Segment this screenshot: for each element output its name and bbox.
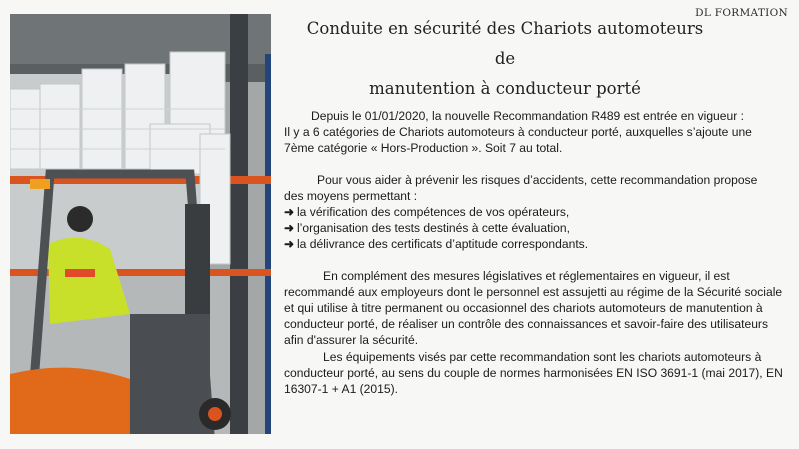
- arrow-right-icon: ➜: [284, 205, 295, 220]
- body-text: [284, 108, 784, 397]
- paragraph-4: [284, 349, 784, 398]
- page-title: [300, 14, 710, 104]
- paragraph-1-first-line: Depuis le 01/01/2020, la nouvelle Recommandation R489 est entrée en vigueur :: [311, 109, 744, 123]
- paragraph-2-first-line: Pour vous aider à prévenir les risques d’accidents, cette recommandation propose: [317, 172, 758, 187]
- paragraph-1-rest: Il y a 6 catégories de Chariots automoteurs à conducteur porté, auxquelles s’ajoute une 7ème catégorie « Hors-Production ». Soit 7 au total.: [284, 125, 752, 156]
- paragraph-2: [284, 172, 784, 253]
- paragraph-4-first-line: Les équipements visés par cette recommandation sont les chariots automoteurs à: [323, 349, 762, 364]
- bullet-item-text: l’organisation des tests destinés à cette évaluation,: [297, 221, 570, 236]
- paragraph-3-first-line: En complément des mesures législatives et réglementaires en vigueur, il est: [323, 268, 730, 283]
- paragraph-4-rest: conducteur porté, au sens du couple de normes harmonisées EN ISO 3691-1 (mai 2017), EN 16307-1 + A1 (2015).: [284, 365, 783, 397]
- title-line-2: manutention à conducteur porté: [369, 79, 641, 98]
- arrow-right-icon: ➜: [284, 221, 295, 236]
- warehouse-forklift-photo: [10, 14, 271, 434]
- bullet-item-text: la délivrance des certificats d’aptitude correspondants.: [297, 237, 589, 252]
- paragraph-2-rest: des moyens permettant :: [284, 188, 418, 203]
- bullet-item: [284, 220, 784, 236]
- title-line-1: Conduite en sécurité des Chariots automoteurs de: [306, 19, 704, 68]
- bullet-item-text: la vérification des compétences de vos opérateurs,: [297, 205, 570, 220]
- paragraph-3-rest: recommandé aux employeurs dont le personnel est assujetti au régime de la Sécurité sociale et qui utilise à titre permanent ou occasionnel des chariots automoteurs de manutention à conducteur porté, de réaliser un contrôle des connaissances et savoir-faire des utilisateurs afin d'assurer la sécurité.: [284, 284, 783, 348]
- arrow-right-icon: ➜: [284, 237, 295, 252]
- bullet-item: [284, 236, 784, 252]
- bullet-item: [284, 204, 784, 220]
- brand-logo-text: DL FORMATION: [695, 7, 788, 19]
- paragraph-1: [284, 108, 784, 157]
- paragraph-3: [284, 268, 784, 349]
